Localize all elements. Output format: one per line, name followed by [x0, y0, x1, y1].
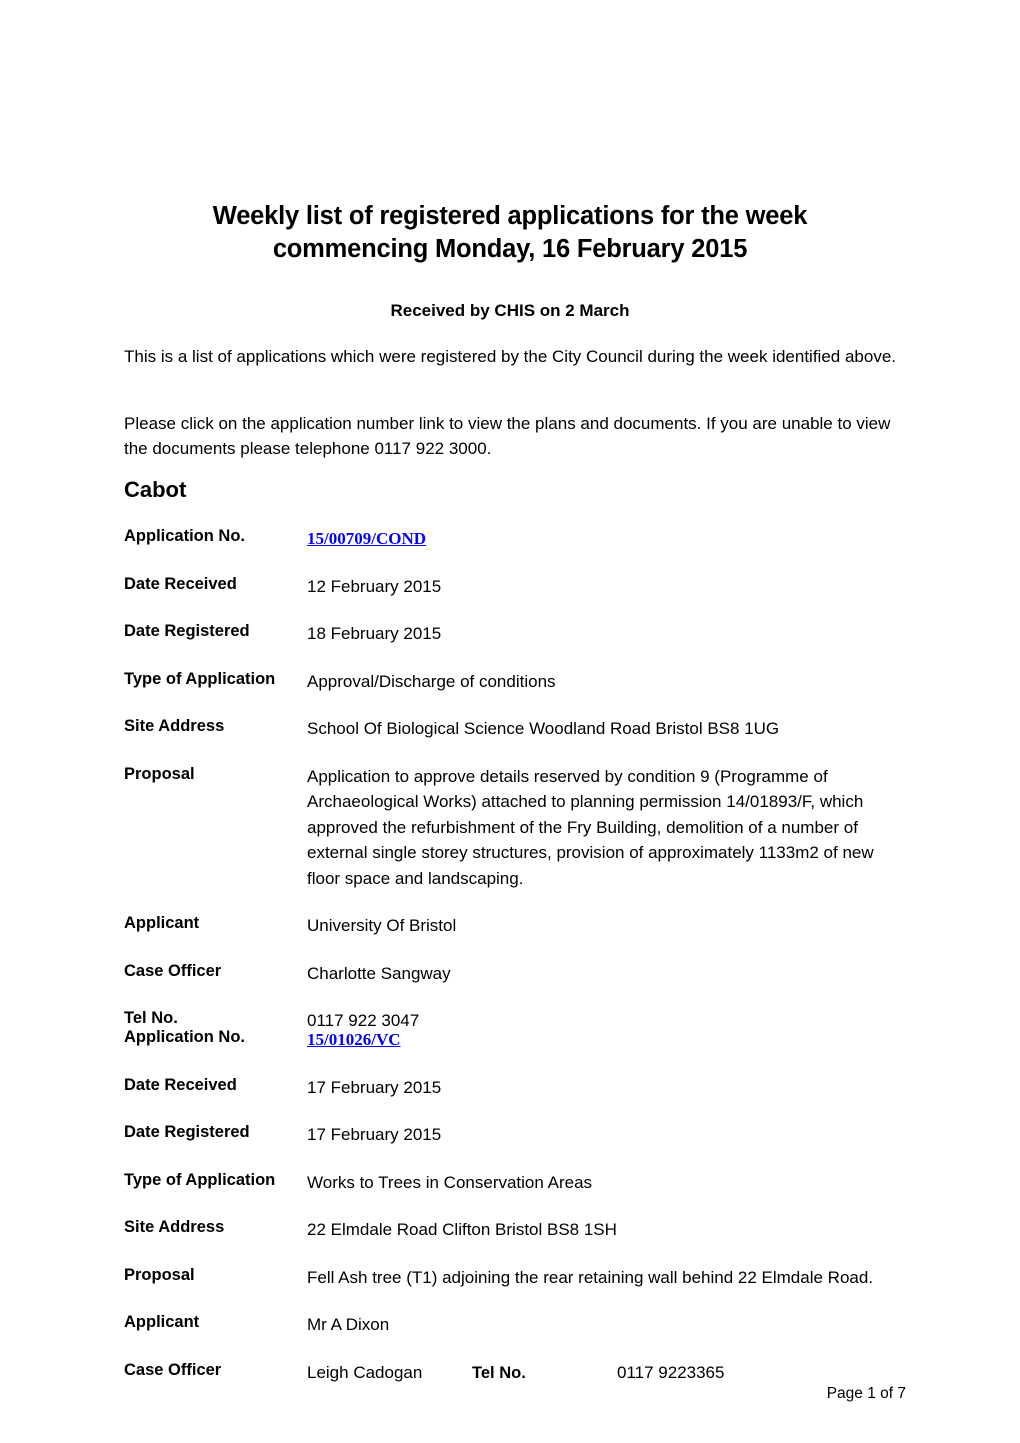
value-applicant: University Of Bristol — [307, 916, 457, 935]
field-row-application-no — [124, 1027, 906, 1053]
label-date-received: Date Received — [124, 1075, 237, 1094]
value-site-address: 22 Elmdale Road Clifton Bristol BS8 1SH — [307, 1220, 617, 1239]
document-title: Weekly list of registered applications for the week commencing Monday, 16 February 2015 — [212, 202, 808, 263]
label-application-no: Application No. — [124, 527, 245, 545]
label-tel-no: Tel No. — [472, 1363, 526, 1382]
value-type-of-application: Approval/Discharge of conditions — [307, 671, 556, 691]
label-proposal: Proposal — [124, 1265, 195, 1284]
label-applicant: Applicant — [124, 914, 200, 932]
field-row-application-no — [124, 526, 906, 552]
value-site-address: School Of Biological Science Woodland Road Bristol BS8 1UG — [307, 719, 780, 738]
document-subtitle: Received by CHIS on 2 March — [390, 301, 630, 320]
value-date-received: 12 February 2015 — [307, 576, 442, 596]
value-proposal: Fell Ash tree (T1) adjoining the rear retaining wall behind 22 Elmdale Road. — [307, 1267, 874, 1287]
value-tel-no: 0117 9223365 — [617, 1362, 725, 1382]
value-application-no — [307, 526, 906, 552]
value-case-officer: Leigh Cadogan — [307, 1362, 423, 1382]
field-row-case-officer — [124, 1360, 906, 1387]
application-number-link[interactable]: 15/01026/VC — [307, 1030, 401, 1049]
intro-paragraph-2: Please click on the application number link to view the plans and documents. If you are unable to view the documents please telephone 0117 922 3000. — [124, 414, 891, 458]
field-row-date-received — [124, 574, 906, 600]
field-row-applicant — [124, 913, 906, 939]
field-row-proposal — [124, 764, 906, 892]
field-row-type-of-application — [124, 1170, 906, 1196]
label-case-officer: Case Officer — [124, 961, 222, 980]
value-type-of-application: Works to Trees in Conservation Areas — [307, 1172, 593, 1192]
value-tel-no: 0117 922 3047 — [307, 1011, 420, 1030]
field-row-proposal — [124, 1265, 906, 1291]
label-type-of-application: Type of Application — [124, 1170, 276, 1189]
label-date-registered: Date Registered — [124, 622, 250, 640]
label-application-no: Application No. — [124, 1028, 245, 1046]
value-date-registered: 17 February 2015 — [307, 1125, 442, 1144]
application-block — [124, 526, 906, 1056]
field-row-site-address — [124, 1217, 906, 1243]
value-application-no — [307, 1027, 906, 1053]
application-block — [124, 1027, 906, 1408]
value-date-registered: 18 February 2015 — [307, 624, 442, 643]
field-row-type-of-application — [124, 669, 906, 695]
page-title — [186, 200, 834, 266]
field-row-site-address — [124, 716, 906, 742]
field-row-date-registered — [124, 621, 906, 647]
label-type-of-application: Type of Application — [124, 669, 276, 688]
field-row-applicant — [124, 1312, 906, 1338]
field-row-date-received — [124, 1075, 906, 1101]
page-footer: Page 1 of 7 — [826, 1385, 906, 1402]
ward-heading: Cabot — [124, 477, 187, 502]
application-number-link[interactable]: 15/00709/COND — [307, 529, 426, 548]
label-site-address: Site Address — [124, 717, 225, 735]
intro-paragraph-1: This is a list of applications which were registered by the City Council during the week identified above. — [124, 347, 897, 366]
label-site-address: Site Address — [124, 1218, 225, 1236]
label-date-received: Date Received — [124, 574, 237, 593]
value-proposal: Application to approve details reserved by condition 9 (Programme of Archaeological Works) attached to planning permission 14/01893/F, which approved the refurbishment of the Fry Building, demolition of a number of external single storey structures, provision of approximately 1133m2 of new floor space and landscaping. — [307, 766, 874, 888]
label-applicant: Applicant — [124, 1313, 200, 1331]
value-case-officer-tel — [307, 1360, 906, 1387]
label-date-registered: Date Registered — [124, 1123, 250, 1141]
value-applicant: Mr A Dixon — [307, 1315, 390, 1334]
label-proposal: Proposal — [124, 764, 195, 783]
label-tel-no: Tel No. — [124, 1009, 178, 1027]
field-row-date-registered — [124, 1122, 906, 1148]
value-date-received: 17 February 2015 — [307, 1077, 442, 1097]
value-case-officer: Charlotte Sangway — [307, 963, 451, 983]
field-row-case-officer — [124, 961, 906, 987]
label-case-officer: Case Officer — [124, 1360, 222, 1379]
